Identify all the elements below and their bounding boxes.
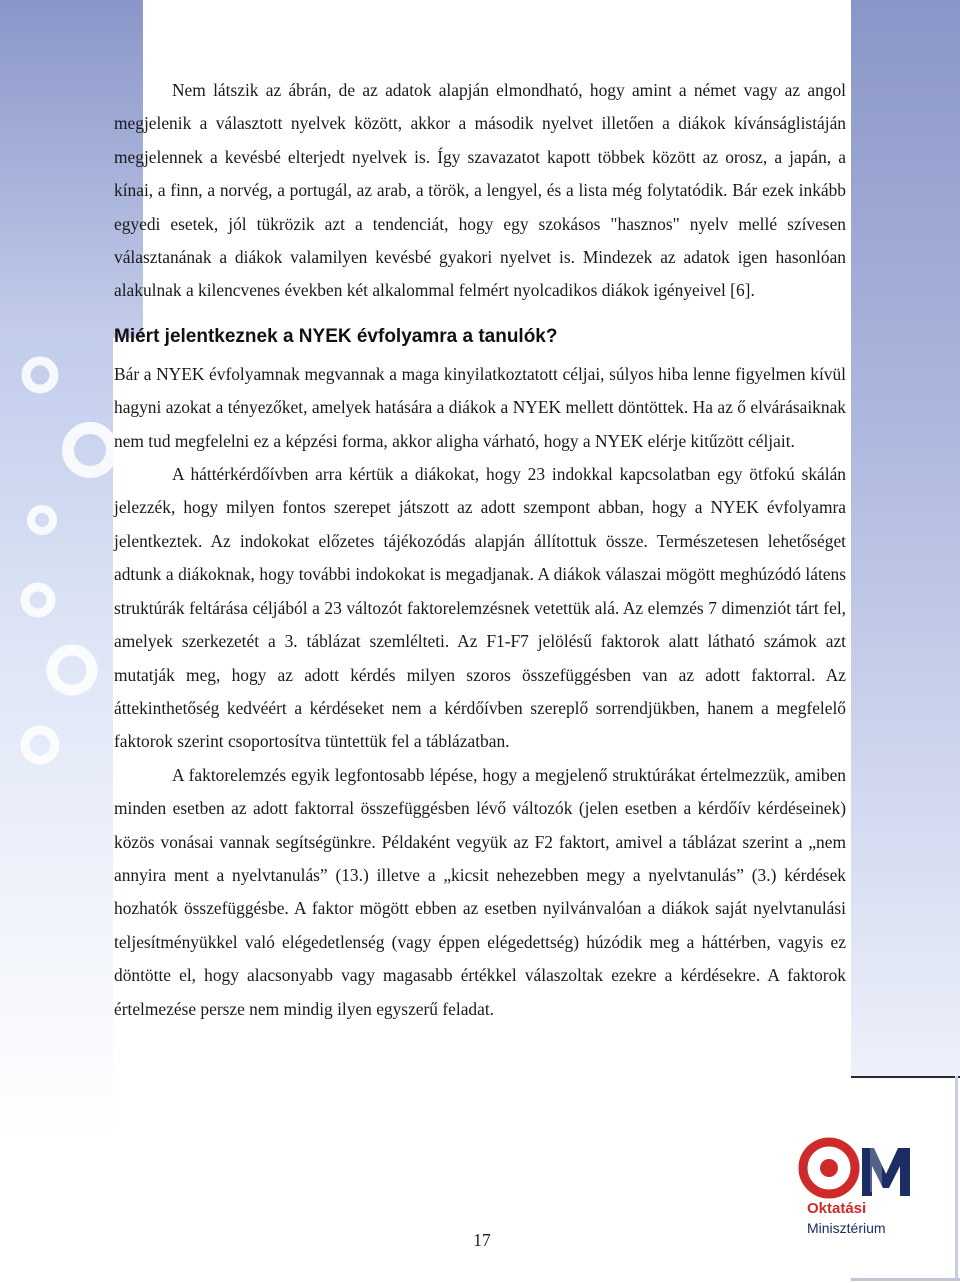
decorative-rings bbox=[0, 340, 113, 800]
page-number: 17 bbox=[473, 1230, 491, 1250]
body-paragraph-3: A faktorelemzés egyik legfontosabb lépése, hogy a megjelenő struktúrákat értelmezzük, amiben minden esetben az adott faktorral összefüggésben lévő változók (jelen esetben a kérdőív kérdéseinek) közös vonásai vannak segítségünkre. Példaként vegyük az F2 faktort, amivel a táblázat szerint a „nem annyira ment a nyelvtanulás” (13.) illetve a „kicsit nehezebben megy a nyelvtanulás” (3.) kérdések hozhatók összefüggésbe. A faktor mögött ebben az esetben nyilvánvalóan a diákok saját nyelvtanulási teljesítményükkel való elégedetlenség (vagy éppen elégedettség) húzódik meg a háttérben, vagyis ez döntötte el, hogy alacsonyabb vagy magasabb értékkel válaszoltak ezekre a kérdésekre. A faktorok értelmezése persze nem mindig ilyen egyszerű feladat. bbox=[114, 764, 846, 1019]
right-band-edge-line bbox=[851, 1076, 960, 1078]
body-paragraph-2: A háttérkérdőívben arra kértük a diákokat, hogy 23 indokkal kapcsolatban egy ötfokú skálán jelezzék, hogy milyen fontos szerepet játszott az adott szempont abban, hogy a NYEK évfolyamra jelentkeztek. Az indokokat előzetes tájékozódás alapján állítottuk össze. Természetesen lehetőséget adtunk a diákoknak, hogy további indokokat is megadjanak. A diákok válaszai mögött meghúzódó látens struktúrák feltárása céljából a 23 változót faktorelemzésnek vetettük alá. Az elemzés 7 dimenziót tárt fel, amelyek szerkezetét a 3. táblázat szemlélteti. Az F1-F7 jelölésű faktorok alatt látható számok azt mutatják meg, hogy az adott kérdés milyen szoros összefüggésben van az adott faktorral. Az áttekinthetőség kedvéért a kérdéseket nem a kérdőívben szereplő sorrendjükben, hanem a megfelelő faktorok szerint csoportosítva tüntettük fel a táblázatban. bbox=[114, 464, 846, 752]
intro-paragraph: Nem látszik az ábrán, de az adatok alapján elmondható, hogy amint a német vagy az angol megjelenik a választott nyelvek között, akkor a második nyelvet illetően a diákok kívánságlistáján megjelennek a kevésbé elterjedt nyelvek is. Így szavazatot kapott többek között az orosz, a japán, a kínai, a finn, a norvég, a portugál, az arab, a török, a lengyel, és a lista még folytatódik. Bár ezek inkább egyedi esetek, jól tükrözik azt a tendenciát, hogy egy szokásos "hasznos" nyelv mellé szívesen választanának a diákok valamilyen kevésbé gyakori nyelvet is. Mindezek az adatok igen hasonlóan alakulnak a kilencvenes években két alkalommal felmért nyolcadikos diákok igényeivel [6]. bbox=[114, 80, 846, 301]
document-body bbox=[114, 74, 846, 1026]
logo-line-2: Minisztérium bbox=[807, 1220, 886, 1236]
logo-line-1: Oktatási bbox=[807, 1200, 867, 1217]
section-heading: Miért jelentkeznek a NYEK évfolyamra a tanulók? bbox=[114, 325, 558, 347]
body-paragraph-1: Bár a NYEK évfolyamnak megvannak a maga kinyilatkoztatott céljai, súlyos hiba lenne figyelmen kívül hagyni azokat a tényezőket, amelyek hatására a diákok a NYEK mellett döntöttek. Ha az ő elvárásaiknak nem tud megfelelni ez a képzési forma, akkor aligha várható, hogy a NYEK elérje kitűzött céljait. bbox=[114, 363, 846, 451]
right-decorative-band bbox=[851, 0, 960, 1076]
right-edge-shadow bbox=[955, 1076, 958, 1281]
